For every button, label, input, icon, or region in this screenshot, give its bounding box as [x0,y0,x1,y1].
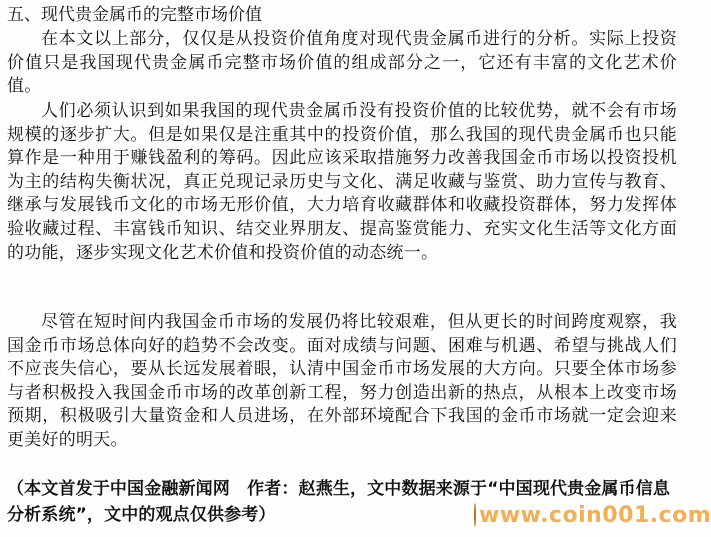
paragraph-1: 在本文以上部分，仅仅是从投资价值角度对现代贵金属币进行的分析。实际上投资价值只是我国现代贵金属币完整市场价值的组成部分之一，它还有丰富的文化艺术价值。 [7,29,677,97]
section-title: 五、现代贵金属币的完整市场价值 [7,5,262,25]
paragraph-2: 人们必须认识到如果我国的现代贵金属币没有投资价值的比较优势，就不会有市场规模的逐步扩大。但是如果仅是注重其中的投资价值，那么我国的现代贵金属币也只能算作是一种用于赚钱盈利的筹码。因此应该采取措施努力改善我国金币市场以投资投机为主的结构失衡状况，真正兑现记录历史与文化、满足收藏与鉴赏、助力宣传与教育、继承与发展钱币文化的市场无形价值，大力培育收藏群体和收藏投资群体，努力发挥体验收藏过程、丰富钱币知识、结交业界朋友、提高鉴赏能力、充实文化生活等文化方面的功能，逐步实现文化艺术价值和投资价值的动态统一。 [7,101,677,263]
source-note: （本文首发于中国金融新闻网 作者：赵燕生，文中数据来源于“中国现代贵金属币信息分析系统”，文中的观点仅供参考） [7,479,671,525]
site-watermark [474,500,711,530]
coin-icon [474,503,476,527]
paragraph-3: 尽管在短时间内我国金币市场的发展仍将比较艰难，但从更长的时间跨度观察，我国金币市场总体向好的趋势不会改变。面对成绩与问题、困难与机遇、希望与挑战人们不应丧失信心，要从长远发展着眼，认清中国金币市场发展的大方向。只要全体市场参与者积极投入我国金币市场的改革创新工程，努力创造出新的热点，从根本上改变市场预期，积极吸引大量资金和人员进场，在外部环境配合下我国的金币市场就一定会迎来更美好的明天。 [7,312,677,450]
watermark-text: www.coin001.com [479,502,711,528]
